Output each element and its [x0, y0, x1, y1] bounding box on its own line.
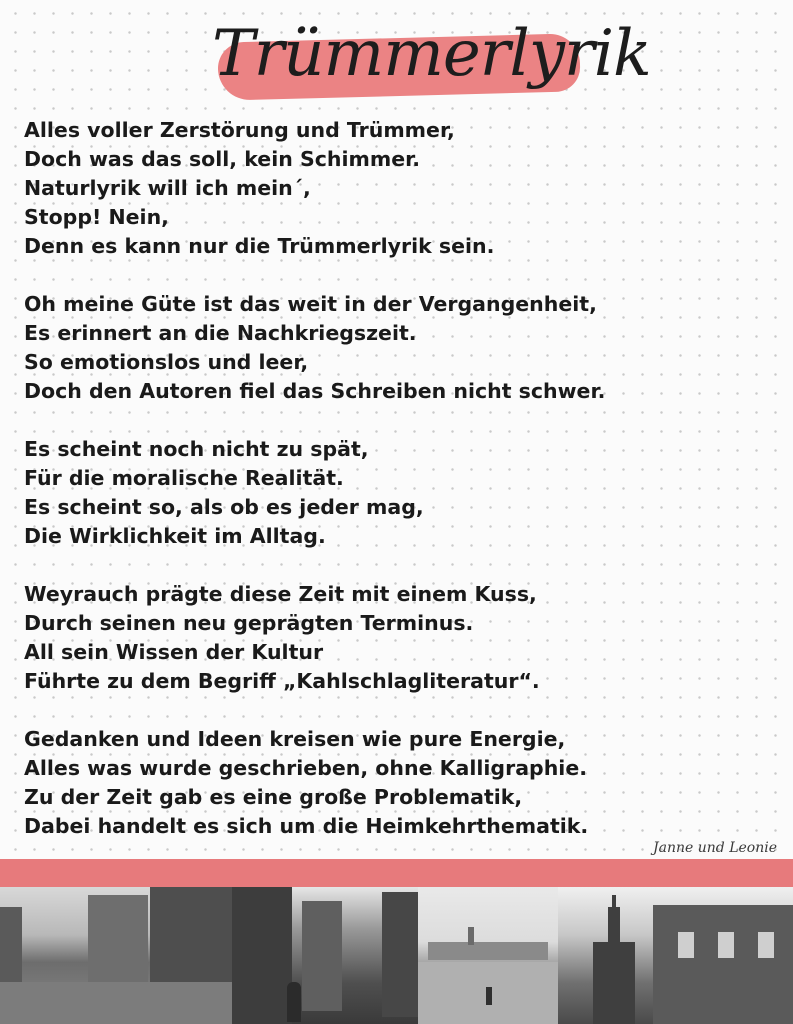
church-ruin-photo [558, 887, 793, 1024]
poem-line: Naturlyrik will ich mein´, [24, 176, 311, 200]
signature: Janne und Leonie [653, 840, 777, 856]
poem-line: Oh meine Güte ist das weit in der Vergangenheit, [24, 292, 597, 316]
poem-line: Alles was wurde geschrieben, ohne Kalligraphie. [24, 756, 588, 780]
poem-line: Gedanken und Ideen kreisen wie pure Energie, [24, 727, 566, 751]
poem-line: Doch was das soll, kein Schimmer. [24, 147, 421, 171]
poem-line: So emotionslos und leer, [24, 350, 309, 374]
poem-line: All sein Wissen der Kultur [24, 640, 324, 664]
poem-line: Denn es kann nur die Trümmerlyrik sein. [24, 234, 495, 258]
ruined-buildings-photo [232, 887, 418, 1024]
poem-line: Dabei handelt es sich um die Heimkehrthematik. [24, 814, 589, 838]
stanza-3 [24, 435, 764, 551]
poem-line: Durch seinen neu geprägten Terminus. [24, 611, 474, 635]
poem-line: Es erinnert an die Nachkriegszeit. [24, 321, 417, 345]
poem-line: Für die moralische Realität. [24, 466, 344, 490]
poem-line: Stopp! Nein, [24, 205, 169, 229]
destroyed-city-photo [418, 887, 558, 1024]
stanza-1 [24, 116, 764, 261]
poem-line: Es scheint noch nicht zu spät, [24, 437, 369, 461]
poem-line: Die Wirklichkeit im Alltag. [24, 524, 326, 548]
photo-strip [0, 887, 793, 1024]
poem [24, 116, 764, 870]
poem-line: Doch den Autoren fiel das Schreiben nicht schwer. [24, 379, 606, 403]
stanza-5 [24, 725, 764, 841]
poem-line: Es scheint so, als ob es jeder mag, [24, 495, 424, 519]
poem-line: Weyrauch prägte diese Zeit mit einem Kuss, [24, 582, 537, 606]
poem-line: Alles voller Zerstörung und Trümmer, [24, 118, 455, 142]
title-area [212, 8, 651, 100]
page-title: Trümmerlyrik [212, 17, 651, 91]
poem-line: Zu der Zeit gab es eine große Problematik, [24, 785, 523, 809]
stanza-2 [24, 290, 764, 406]
accent-band [0, 859, 793, 887]
ruined-street-photo [0, 887, 232, 1024]
stanza-4 [24, 580, 764, 696]
poem-line: Führte zu dem Begriff „Kahlschlagliteratur“. [24, 669, 540, 693]
